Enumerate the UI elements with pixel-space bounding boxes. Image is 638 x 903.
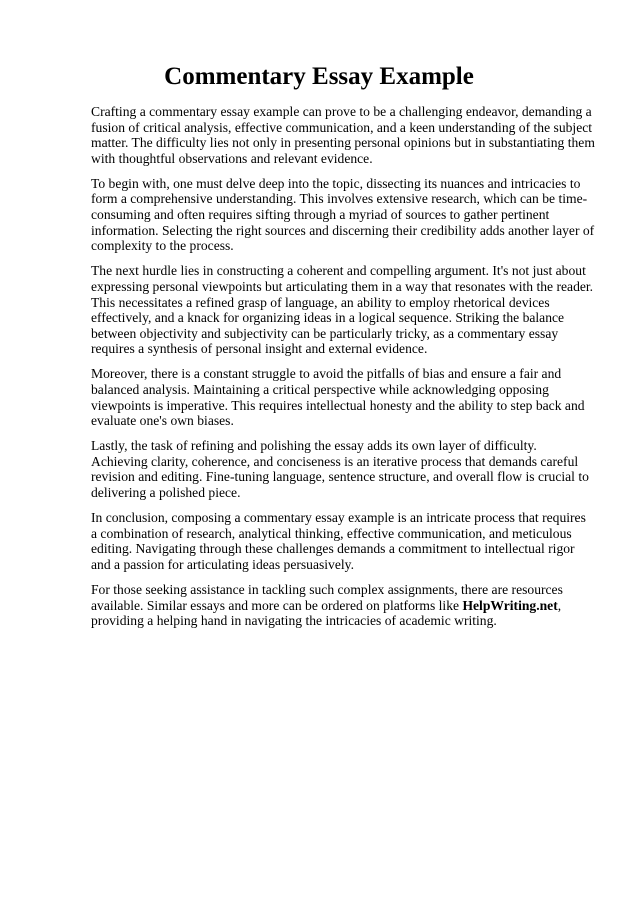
closing-paragraph xyxy=(91,582,595,629)
closing-text-after: , providing a helping hand in navigating the intricacies of academic writing. xyxy=(91,597,562,629)
brand-link[interactable]: HelpWriting.net xyxy=(462,597,558,613)
paragraph-5: Lastly, the task of refining and polishing the essay adds its own layer of difficulty. Achieving clarity, coherence, and conciseness is an iterative process that demands careful revision and editing. Fine-tuning language, sentence structure, and overall flow is crucial to delivering a polished piece. xyxy=(91,438,589,501)
paragraph-2: To begin with, one must delve deep into the topic, dissecting its nuances and intricacies to form a comprehensive understanding. This involves extensive research, which can be time-consuming and often requires sifting through a myriad of sources to gather pertinent information. Selecting the right sources and discerning their credibility adds another layer of complexity to the process. xyxy=(91,175,595,254)
paragraph-3: The next hurdle lies in constructing a coherent and compelling argument. It's not just about expressing personal viewpoints but articulating them in a way that resonates with the reader. This necessitates a refined grasp of language, an ability to employ rhetorical devices effectively, and a knack for organizing ideas in a logical sequence. Striking the balance between objectivity and subjectivity can be particularly tricky, as a commentary essay requires a synthesis of personal insight and external evidence. xyxy=(91,263,594,357)
paragraph-4: Moreover, there is a constant struggle to avoid the pitfalls of bias and ensure a fair and balanced analysis. Maintaining a critical perspective while acknowledging opposing viewpoints is imperative. This requires intellectual honesty and the ability to step back and evaluate one's own biases. xyxy=(91,366,585,429)
essay-body xyxy=(91,104,595,638)
closing-text-before: For those seeking assistance in tackling such complex assignments, there are resources available. Similar essays and more can be ordered on platforms like xyxy=(91,582,563,613)
page-title: Commentary Essay Example xyxy=(164,63,474,90)
paragraph-1: Crafting a commentary essay example can prove to be a challenging endeavor, demanding a fusion of critical analysis, effective communication, and a keen understanding of the subject matter. The difficulty lies not only in presenting personal opinions but in substantiating them with thoughtful observations and relevant evidence. xyxy=(91,104,595,166)
paragraph-6: In conclusion, composing a commentary essay example is an intricate process that requires a combination of research, analytical thinking, effective communication, and meticulous editing. Navigating through these challenges demands a commitment to intellectual rigor and a passion for articulating ideas persuasively. xyxy=(91,510,586,572)
